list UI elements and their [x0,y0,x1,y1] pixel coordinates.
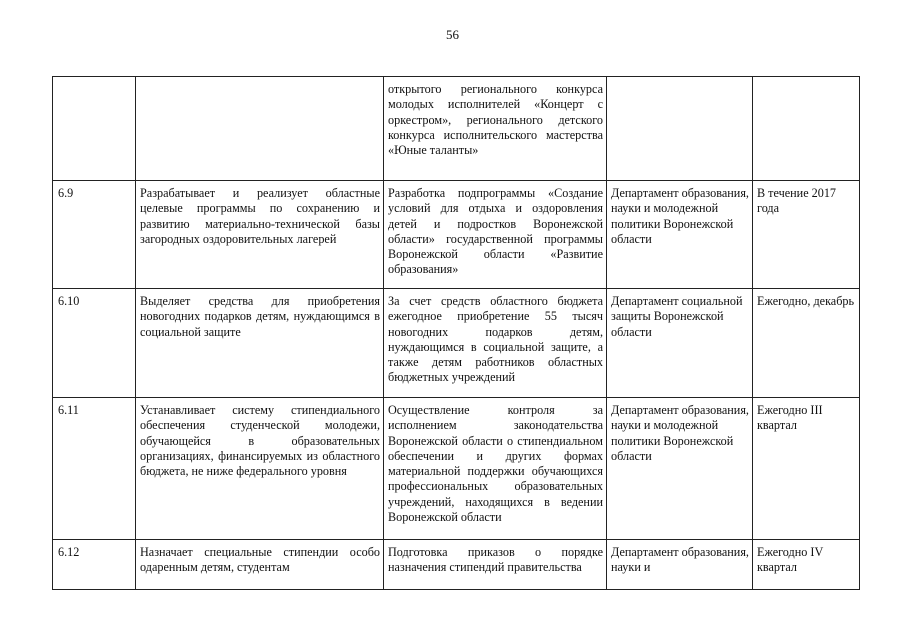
deadline-cell: Ежегодно, декабрь [753,289,860,398]
executor-cell: Департамент образования, науки и молодежной политики Воронежской области [607,398,753,540]
item-number-cell [53,77,136,181]
authority-action-cell: Выделяет средства для приобретения новогодних подарков детям, нуждающимся в социальной защите [136,289,384,398]
measures-cell: За счет средств областного бюджета ежегодное приобретение 55 тысяч новогодних подарков детям, нуждающимся в социальной защите, а также детям работников областных бюджетных учреждений [384,289,607,398]
item-number-cell: 6.11 [53,398,136,540]
table-row [53,181,860,289]
table-row [53,77,860,181]
measures-cell: Разработка подпрограммы «Создание условий для отдыха и оздоровления детей и подростков Воронежской области» государственной программы Воронежской области «Развитие образования» [384,181,607,289]
deadline-cell: В течение 2017 года [753,181,860,289]
item-number-cell: 6.9 [53,181,136,289]
authority-action-cell: Разрабатывает и реализует областные целевые программы по сохранению и развитию материально-технической базы загородных оздоровительных лагерей [136,181,384,289]
page-number: 56 [446,27,459,42]
executor-cell: Департамент социальной защиты Воронежской области [607,289,753,398]
measures-cell: открытого регионального конкурса молодых исполнителей «Концерт с оркестром», регионального детского конкурса исполнительского мастерства «Юные таланты» [384,77,607,181]
table-row [53,398,860,540]
measures-cell: Осуществление контроля за исполнением законодательства Воронежской области о стипендиальном обеспечении и других формах материальной поддержки обучающихся профессиональных образовательных учреждений, находящихся в ведении Воронежской области [384,398,607,540]
authority-action-cell [136,77,384,181]
executor-cell: Департамент образования, науки и [607,540,753,590]
authority-action-cell: Назначает специальные стипендии особо одаренным детям, студентам [136,540,384,590]
deadline-cell [753,77,860,181]
measures-cell: Подготовка приказов о порядке назначения стипендий правительства [384,540,607,590]
executor-cell [607,77,753,181]
table-row [53,540,860,590]
item-number-cell: 6.10 [53,289,136,398]
table-row [53,289,860,398]
deadline-cell: Ежегодно III квартал [753,398,860,540]
item-number-cell: 6.12 [53,540,136,590]
authority-action-cell: Устанавливает систему стипендиального обеспечения студенческой молодежи, обучающейся в образовательных организациях, финансируемых из областного бюджета, не ниже федерального уровня [136,398,384,540]
executor-cell: Департамент образования, науки и молодежной политики Воронежской области [607,181,753,289]
deadline-cell: Ежегодно IV квартал [753,540,860,590]
measures-table [52,76,860,590]
